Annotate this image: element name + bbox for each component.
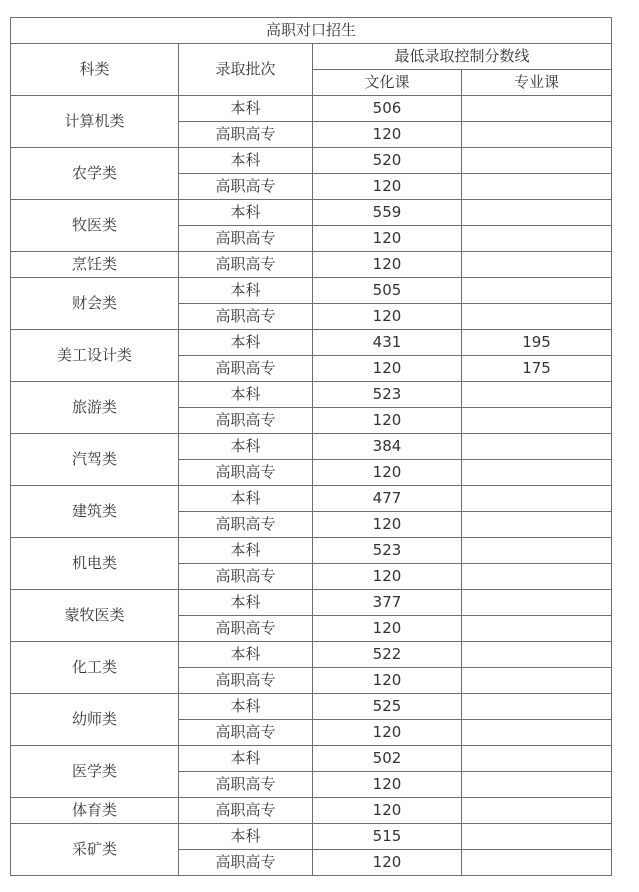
table-row — [11, 538, 612, 564]
culture-score-cell: 120 — [313, 226, 462, 252]
culture-score-cell: 377 — [313, 590, 462, 616]
culture-score-cell: 120 — [313, 408, 462, 434]
batch-cell: 本科 — [179, 434, 313, 460]
culture-score-cell: 431 — [313, 330, 462, 356]
major-score-cell — [462, 200, 612, 226]
major-score-cell — [462, 174, 612, 200]
batch-cell: 本科 — [179, 278, 313, 304]
category-cell: 蒙牧医类 — [11, 590, 179, 642]
batch-cell: 高职高专 — [179, 512, 313, 538]
batch-cell: 本科 — [179, 330, 313, 356]
major-score-cell — [462, 408, 612, 434]
table-body — [11, 18, 612, 876]
table-row — [11, 148, 612, 174]
major-score-cell — [462, 850, 612, 876]
culture-score-cell: 502 — [313, 746, 462, 772]
category-cell: 烹饪类 — [11, 252, 179, 278]
major-score-cell — [462, 694, 612, 720]
category-cell: 牧医类 — [11, 200, 179, 252]
batch-cell: 本科 — [179, 642, 313, 668]
table-row — [11, 96, 612, 122]
batch-cell: 本科 — [179, 824, 313, 850]
table-row — [11, 798, 612, 824]
batch-cell: 高职高专 — [179, 174, 313, 200]
batch-cell: 高职高专 — [179, 772, 313, 798]
batch-cell: 本科 — [179, 96, 313, 122]
table-row — [11, 642, 612, 668]
category-cell: 建筑类 — [11, 486, 179, 538]
major-score-cell — [462, 96, 612, 122]
major-score-cell — [462, 148, 612, 174]
header-culture-course: 文化课 — [313, 70, 462, 96]
culture-score-cell: 120 — [313, 564, 462, 590]
category-cell: 旅游类 — [11, 382, 179, 434]
batch-cell: 本科 — [179, 200, 313, 226]
category-cell: 体育类 — [11, 798, 179, 824]
culture-score-cell: 520 — [313, 148, 462, 174]
table-row — [11, 590, 612, 616]
major-score-cell — [462, 720, 612, 746]
table-title: 高职对口招生 — [11, 18, 612, 44]
header-min-score: 最低录取控制分数线 — [313, 44, 612, 70]
batch-cell: 高职高专 — [179, 252, 313, 278]
culture-score-cell: 515 — [313, 824, 462, 850]
table-row — [11, 252, 612, 278]
culture-score-cell: 120 — [313, 460, 462, 486]
header-major-course: 专业课 — [462, 70, 612, 96]
culture-score-cell: 120 — [313, 252, 462, 278]
major-score-cell: 195 — [462, 330, 612, 356]
batch-cell: 高职高专 — [179, 668, 313, 694]
major-score-cell — [462, 226, 612, 252]
culture-score-cell: 559 — [313, 200, 462, 226]
admission-score-table — [10, 17, 612, 876]
table-row — [11, 382, 612, 408]
culture-score-cell: 477 — [313, 486, 462, 512]
table-row — [11, 330, 612, 356]
category-cell: 幼师类 — [11, 694, 179, 746]
culture-score-cell: 120 — [313, 122, 462, 148]
major-score-cell — [462, 564, 612, 590]
major-score-cell — [462, 486, 612, 512]
batch-cell: 高职高专 — [179, 460, 313, 486]
major-score-cell — [462, 746, 612, 772]
culture-score-cell: 120 — [313, 616, 462, 642]
batch-cell: 高职高专 — [179, 356, 313, 382]
major-score-cell — [462, 798, 612, 824]
category-cell: 化工类 — [11, 642, 179, 694]
major-score-cell — [462, 122, 612, 148]
major-score-cell — [462, 434, 612, 460]
major-score-cell — [462, 382, 612, 408]
culture-score-cell: 522 — [313, 642, 462, 668]
major-score-cell — [462, 252, 612, 278]
table-row — [11, 824, 612, 850]
culture-score-cell: 505 — [313, 278, 462, 304]
category-cell: 汽驾类 — [11, 434, 179, 486]
category-cell: 财会类 — [11, 278, 179, 330]
culture-score-cell: 120 — [313, 304, 462, 330]
culture-score-cell: 384 — [313, 434, 462, 460]
batch-cell: 高职高专 — [179, 564, 313, 590]
culture-score-cell: 120 — [313, 174, 462, 200]
culture-score-cell: 120 — [313, 798, 462, 824]
batch-cell: 本科 — [179, 148, 313, 174]
batch-cell: 高职高专 — [179, 304, 313, 330]
culture-score-cell: 120 — [313, 512, 462, 538]
batch-cell: 本科 — [179, 382, 313, 408]
culture-score-cell: 506 — [313, 96, 462, 122]
batch-cell: 本科 — [179, 590, 313, 616]
table-row — [11, 434, 612, 460]
batch-cell: 高职高专 — [179, 798, 313, 824]
category-cell: 医学类 — [11, 746, 179, 798]
culture-score-cell: 120 — [313, 356, 462, 382]
batch-cell: 高职高专 — [179, 408, 313, 434]
major-score-cell — [462, 278, 612, 304]
major-score-cell — [462, 616, 612, 642]
batch-cell: 高职高专 — [179, 122, 313, 148]
major-score-cell — [462, 512, 612, 538]
category-cell: 机电类 — [11, 538, 179, 590]
batch-cell: 高职高专 — [179, 226, 313, 252]
major-score-cell — [462, 304, 612, 330]
major-score-cell — [462, 668, 612, 694]
major-score-cell — [462, 538, 612, 564]
major-score-cell — [462, 824, 612, 850]
culture-score-cell: 523 — [313, 382, 462, 408]
category-cell: 采矿类 — [11, 824, 179, 876]
batch-cell: 本科 — [179, 746, 313, 772]
batch-cell: 本科 — [179, 486, 313, 512]
major-score-cell — [462, 642, 612, 668]
batch-cell: 本科 — [179, 694, 313, 720]
table-row — [11, 200, 612, 226]
culture-score-cell: 120 — [313, 850, 462, 876]
header-batch: 录取批次 — [179, 44, 313, 96]
culture-score-cell: 120 — [313, 720, 462, 746]
category-cell: 美工设计类 — [11, 330, 179, 382]
major-score-cell — [462, 460, 612, 486]
category-cell: 农学类 — [11, 148, 179, 200]
batch-cell: 高职高专 — [179, 616, 313, 642]
major-score-cell — [462, 590, 612, 616]
category-cell: 计算机类 — [11, 96, 179, 148]
batch-cell: 高职高专 — [179, 850, 313, 876]
batch-cell: 高职高专 — [179, 720, 313, 746]
table-row — [11, 746, 612, 772]
header-row — [11, 44, 612, 70]
table-row — [11, 486, 612, 512]
header-category: 科类 — [11, 44, 179, 96]
culture-score-cell: 120 — [313, 772, 462, 798]
major-score-cell: 175 — [462, 356, 612, 382]
table-row — [11, 278, 612, 304]
title-row — [11, 18, 612, 44]
table-row — [11, 694, 612, 720]
major-score-cell — [462, 772, 612, 798]
culture-score-cell: 120 — [313, 668, 462, 694]
culture-score-cell: 525 — [313, 694, 462, 720]
culture-score-cell: 523 — [313, 538, 462, 564]
batch-cell: 本科 — [179, 538, 313, 564]
